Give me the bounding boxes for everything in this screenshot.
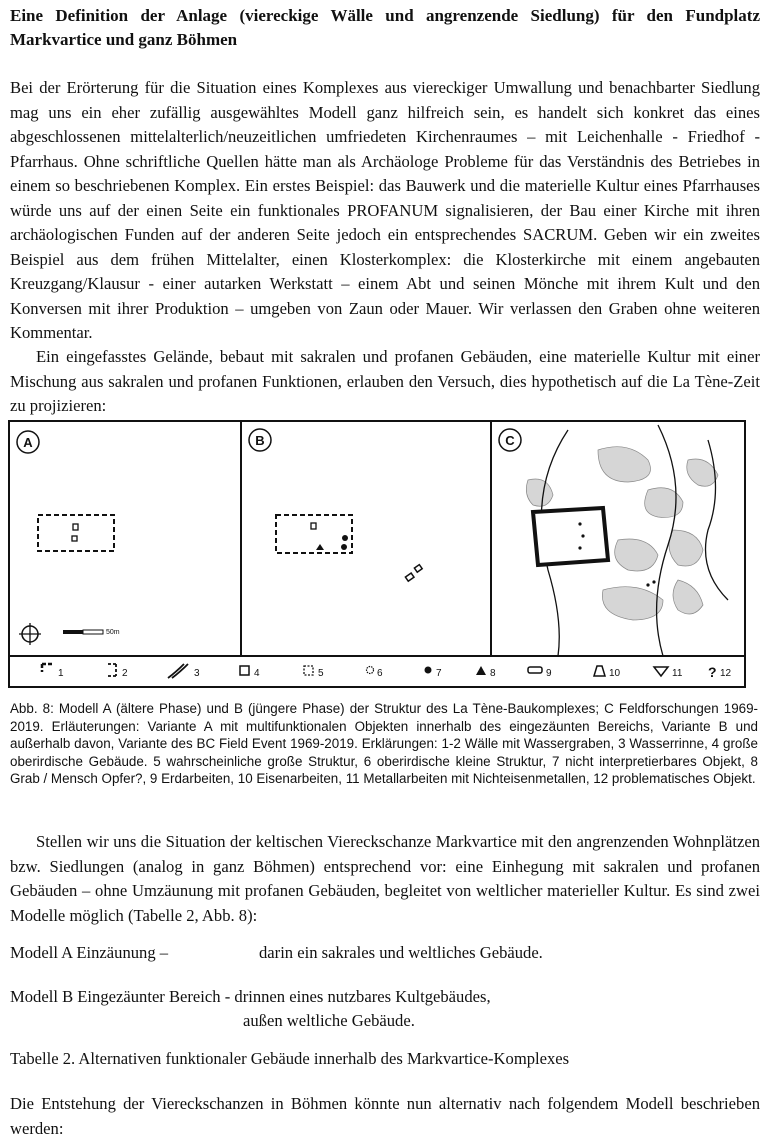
- table-caption: Tabelle 2. Alternativen funktionaler Gebäude innerhalb des Markvartice-Komplexes: [10, 1049, 570, 1068]
- svg-text:9: 9: [546, 668, 552, 679]
- figure-site-models: [8, 420, 746, 688]
- section-heading: Eine Definition der Anlage (viereckige Wälle und angrenzende Siedlung) für den Fundplatz Markvartice und ganz Böhmen: [10, 6, 760, 49]
- enclosure-c: [533, 508, 608, 565]
- svg-text:6: 6: [377, 668, 383, 679]
- figure-caption: Abb. 8: Modell A (ältere Phase) und B (jüngere Phase) der Struktur des La Tène-Baukomplexes; C Feldforschungen 1969- 2019. Erläuterungen: Variante A mit multifunktionalen Objekten innerhalb des eingezäunten Bereichs, Variante B und außerhalb davon, Variante des BC Field Event 1969-2019. Erklärungen: 1-2 Wälle mit Wassergraben, 3 Wasserrinne, 4 große oberirdische Gebäude. 5 wahrscheinliche große Struktur, 6 oberirdische kleine Struktur, 7 nicht interpretierbares Objekt, 8 Grab / Mensch Opfer?, 9 Erdarbeiten, 10 Eisenarbeiten, 11 Metallarbeiten mit Nichteisenmetallen, 12 problematisches Objekt.: [10, 701, 758, 787]
- svg-text:7: 7: [436, 668, 442, 679]
- model-b-line-1: Modell B Eingezäunter Bereich - drinnen eines nutzbares Kultgebäudes,: [10, 987, 491, 1006]
- panel-c-letter: C: [505, 433, 515, 448]
- paragraph-4: Die Entstehung der Viereckschanzen in Böhmen könnte nun alternativ nach folgendem Modell beschrieben werden:: [10, 1094, 760, 1138]
- svg-text:8: 8: [490, 668, 496, 679]
- panel-b-letter: B: [255, 433, 265, 448]
- svg-text:11: 11: [672, 668, 683, 679]
- model-a-label: Modell A Einzäunung –: [10, 943, 169, 962]
- svg-text:1: 1: [58, 668, 64, 679]
- model-a-text: darin ein sakrales und weltliches Gebäude.: [259, 943, 543, 962]
- scale-bar-a: [63, 630, 83, 634]
- svg-text:2: 2: [122, 668, 128, 679]
- svg-text:4: 4: [254, 668, 260, 679]
- svg-text:?: ?: [708, 664, 717, 680]
- paragraph-2: Ein eingefasstes Gelände, bebaut mit sakralen und profanen Gebäuden, eine materielle Kultur mit einer Mischung aus sakralen und profanen Funktionen, erlauben den Versuch, dies hypothetisch auf die La Tène-Zeit zu projizieren:: [10, 347, 760, 415]
- svg-text:3: 3: [194, 668, 200, 679]
- panel-a-letter: A: [23, 435, 33, 450]
- paragraph-1: Bei der Erörterung für die Situation eines Komplexes aus viereckiger Umwallung und benachbarter Siedlung mag uns ein eher zufällig ausgewähltes Modell ganz hilfreich sein, es handelt sich konkret das eines abgeschlossenen mittelalterlich/neuzeitlichen umfriedeten Kirchenraumes – mit Leichenhalle - Friedhof - Pfarrhaus. Ohne schriftliche Quellen hätte man als Archäologe Probleme für das Verständnis des Betriebes in einem so beschriebenen Komplex. Ein erstes Beispiel: das Bauwerk und die materielle Kultur eines Pfarrhauses würde uns auf der einen Seite ein funktionales PROFANUM signalisieren, der Bau einer Kirche mit ihren archäologischen Funden auf der anderen Seite jedoch ein entsprechendes SACRUM. Geben wir ein zweites Beispiel aus dem frühen Mittelalter, einen Klosterkomplex: die Klosterkirche mit einem angebauten Kreuzgang/Klausur - einer autarken Werkstatt – einem Abt und seinen Mönche mit ihrem Kult und den Konversen mit ihrer Produktion – umgeben von Zaun oder Mauer. Wir verlassen den Graben ohne weiteren Kommentar.: [10, 78, 760, 342]
- svg-text:10: 10: [609, 668, 621, 679]
- svg-text:12: 12: [720, 668, 732, 679]
- model-b-line-2: außen weltliche Gebäude.: [243, 1011, 415, 1030]
- scale-label: 50m: [106, 629, 120, 636]
- paragraph-3: Stellen wir uns die Situation der keltischen Viereckschanze Markvartice mit den angrenzenden Wohnplätzen bzw. Siedlungen (analog in ganz Böhmen) entsprechend vor: eine Einhegung mit sakralen und profanen Gebäuden – ohne Umzäunung mit profanen Gebäuden, begleitet von weltlicher materieller Kultur. Es sind zwei Modelle möglich (Tabelle 2, Abb. 8):: [10, 832, 760, 925]
- svg-text:5: 5: [318, 668, 324, 679]
